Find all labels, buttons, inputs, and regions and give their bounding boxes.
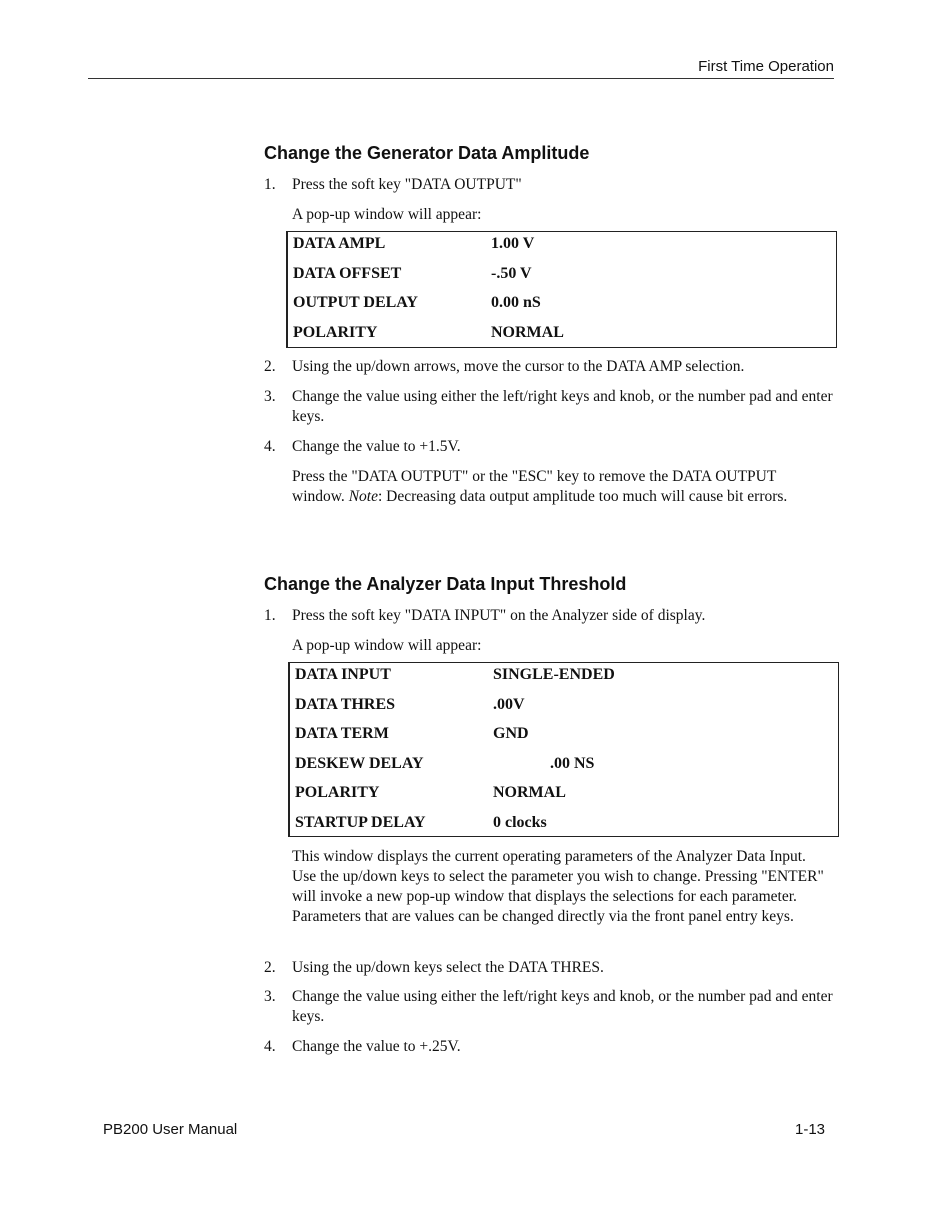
param-value: 1.00 V (491, 235, 535, 252)
step-text: Change the value to +.25V. (292, 1038, 461, 1055)
step-number: 4. (264, 438, 276, 455)
step-number: 3. (264, 988, 276, 1005)
step-number: 3. (264, 388, 276, 405)
popup-row (288, 291, 836, 321)
param-name: DESKEW DELAY (295, 754, 424, 772)
footer-manual-title: PB200 User Manual (103, 1121, 238, 1138)
step-text: Press the soft key "DATA OUTPUT" (292, 176, 522, 193)
page-header (88, 58, 834, 79)
section-heading-generator-amplitude: Change the Generator Data Amplitude (264, 143, 590, 163)
param-value: .00 NS (550, 754, 595, 772)
popup-row (288, 232, 836, 262)
step-text: Change the value using either the left/right keys and knob, or the number pad and enter keys. (292, 388, 833, 425)
popup-row (290, 752, 838, 782)
param-value: NORMAL (493, 784, 566, 802)
param-name: OUTPUT DELAY (293, 294, 418, 312)
step-number: 1. (264, 176, 276, 193)
param-name: POLARITY (295, 784, 380, 802)
popup-row (290, 811, 838, 841)
step-number: 4. (264, 1038, 276, 1055)
param-name: DATA TERM (295, 725, 389, 743)
popup-row (288, 262, 836, 292)
step-number: 2. (264, 959, 276, 976)
param-name: DATA THRES (295, 695, 396, 713)
param-name: POLARITY (293, 323, 378, 341)
popup-intro: A pop-up window will appear: (292, 637, 482, 654)
note-text-after: : Decreasing data output amplitude too much will cause bit errors. (377, 488, 788, 505)
data-output-popup (286, 231, 837, 348)
note-label: Note (348, 488, 378, 505)
data-input-popup (288, 662, 839, 837)
param-name: DATA OFFSET (293, 264, 402, 282)
step-text: Change the value to +1.5V. (292, 438, 461, 455)
popup-row (288, 321, 836, 351)
step-text: Using the up/down keys select the DATA THRES. (292, 959, 604, 976)
popup-row (290, 781, 838, 811)
param-value: 0.00 nS (491, 294, 541, 312)
header-title: First Time Operation (698, 58, 834, 75)
step-number: 2. (264, 358, 276, 375)
step-text: Change the value using either the left/right keys and knob, or the number pad and enter keys. (292, 988, 833, 1025)
step-number: 1. (264, 607, 276, 624)
popup-row (290, 663, 838, 693)
popup-row (290, 722, 838, 752)
param-value: SINGLE-ENDED (493, 666, 615, 683)
note-text-before: Press the "DATA OUTPUT" or the "ESC" key to remove the DATA OUTPUT window. (292, 468, 777, 505)
param-value: NORMAL (491, 323, 564, 341)
popup-intro: A pop-up window will appear: (292, 206, 482, 223)
page-number: 1-13 (795, 1121, 826, 1138)
note-paragraph (292, 467, 822, 507)
param-value: GND (493, 725, 529, 743)
section-heading-analyzer-threshold: Change the Analyzer Data Input Threshold (264, 574, 627, 594)
param-value: .00V (493, 695, 525, 713)
param-value: 0 clocks (493, 813, 547, 831)
step-text: Using the up/down arrows, move the cursor to the DATA AMP selection. (292, 358, 745, 375)
param-name: DATA INPUT (295, 666, 391, 683)
param-value: -.50 V (491, 264, 532, 282)
popup-row (290, 693, 838, 723)
param-name: STARTUP DELAY (295, 813, 426, 831)
step-text: Press the soft key "DATA INPUT" on the Analyzer side of display. (292, 607, 706, 624)
popup-description: This window displays the current operating parameters of the Analyzer Data Input. Use the up/down keys to select the parameter you wish to change. Pressing "ENTER" will invoke a new pop-up window that displays the selections for each parameter. Parameters that are values can be changed directly via the front panel entry keys. (292, 848, 824, 925)
param-name: DATA AMPL (293, 235, 386, 252)
